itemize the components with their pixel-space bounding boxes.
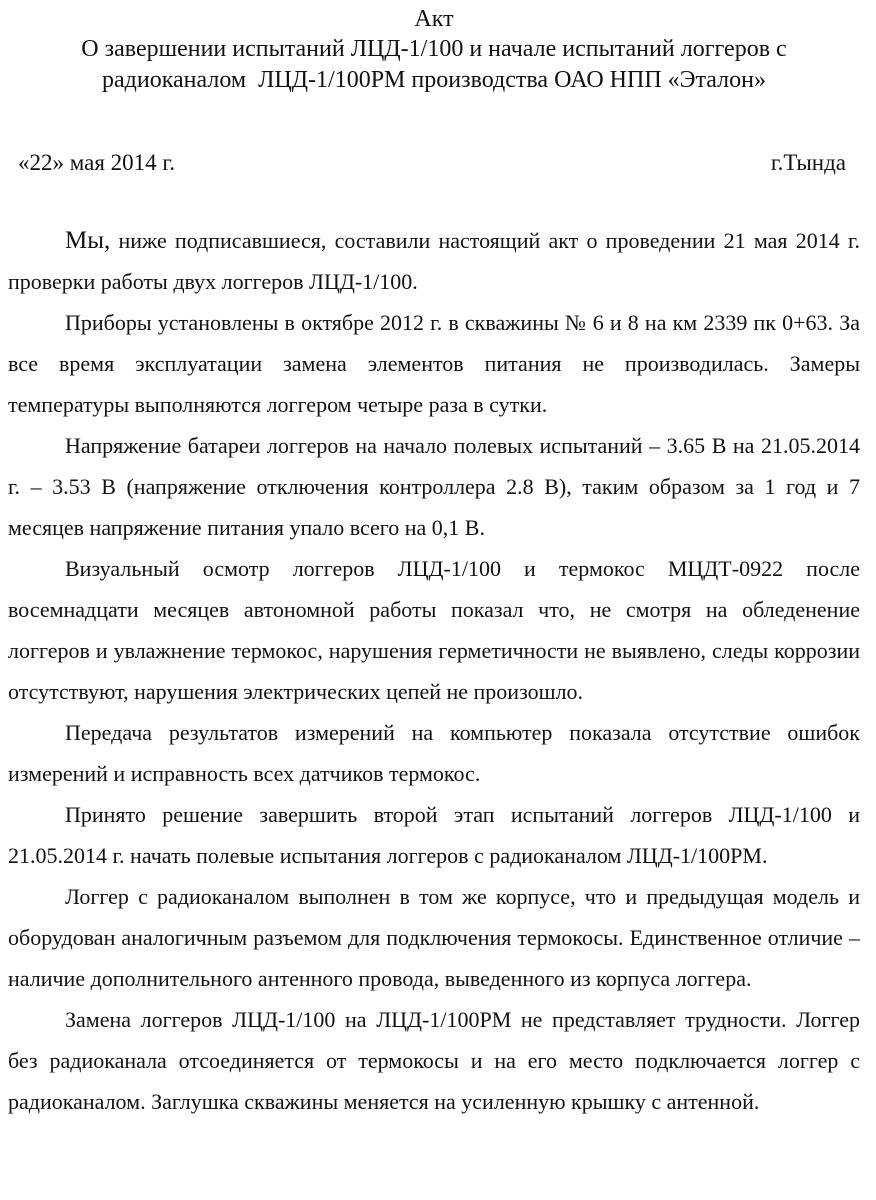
paragraph-7: Логгер с радиоканалом выполнен в том же корпусе, что и предыдущая модель и оборудован аналогичным разъемом для подключения термокосы. Единственное отличие – наличие дополнительного антенного провода, выведенного из корпуса логгера. bbox=[8, 884, 860, 991]
paragraph-4: Визуальный осмотр логгеров ЛЦД-1/100 и термокос МЦДТ-0922 после восемнадцати месяцев автономной работы показал что, не смотря на обледенение логгеров и увлажнение термокос, нарушения герметичности не выявлено, следы коррозии отсутствуют, нарушения электрических цепей не произошло. bbox=[8, 556, 860, 704]
document-subtitle-line-1: О завершении испытаний ЛЦД-1/100 и начале испытаний логгеров с bbox=[81, 36, 787, 62]
document-header bbox=[8, 4, 860, 96]
paragraph-2: Приборы установлены в октябре 2012 г. в скважины № 6 и 8 на км 2339 пк 0+63. За все время эксплуатации замена элементов питания не производилась. Замеры температуры выполняются логгером четыре раза в сутки. bbox=[8, 310, 860, 417]
document-place: г.Тында bbox=[770, 150, 846, 175]
document-subtitle-line-2: радиоканалом ЛЦД-1/100РМ производства ОАО НПП «Эталон» bbox=[102, 67, 766, 93]
paragraph-1-lead-word: Мы, bbox=[65, 227, 111, 254]
paragraph-1 bbox=[8, 220, 860, 302]
paragraph-5: Передача результатов измерений на компьютер показала отсутствие ошибок измерений и исправность всех датчиков термокос. bbox=[8, 720, 860, 786]
document-title: Акт bbox=[414, 6, 454, 32]
date-place-row bbox=[8, 148, 860, 178]
paragraph-1-text: ниже подписавшиеся, составили настоящий акт о проведении 21 мая 2014 г. проверки работы двух логгеров ЛЦД-1/100. bbox=[8, 228, 860, 294]
document-body bbox=[8, 220, 860, 1122]
paragraph-8: Замена логгеров ЛЦД-1/100 на ЛЦД-1/100РМ не представляет трудности. Логгер без радиоканала отсоединяется от термокосы и на его место подключается логгер с радиоканалом. Заглушка скважины меняется на усиленную крышку с антенной. bbox=[8, 1007, 860, 1114]
paragraph-3: Напряжение батареи логгеров на начало полевых испытаний – 3.65 В на 21.05.2014 г. – 3.53 В (напряжение отключения контроллера 2.8 В), таким образом за 1 год и 7 месяцев напряжение питания упало всего на 0,1 В. bbox=[8, 433, 860, 540]
paragraph-6: Принято решение завершить второй этап испытаний логгеров ЛЦД-1/100 и 21.05.2014 г. начать полевые испытания логгеров с радиоканалом ЛЦД-1/100РМ. bbox=[8, 802, 860, 868]
document-date: «22» мая 2014 г. bbox=[18, 150, 176, 175]
